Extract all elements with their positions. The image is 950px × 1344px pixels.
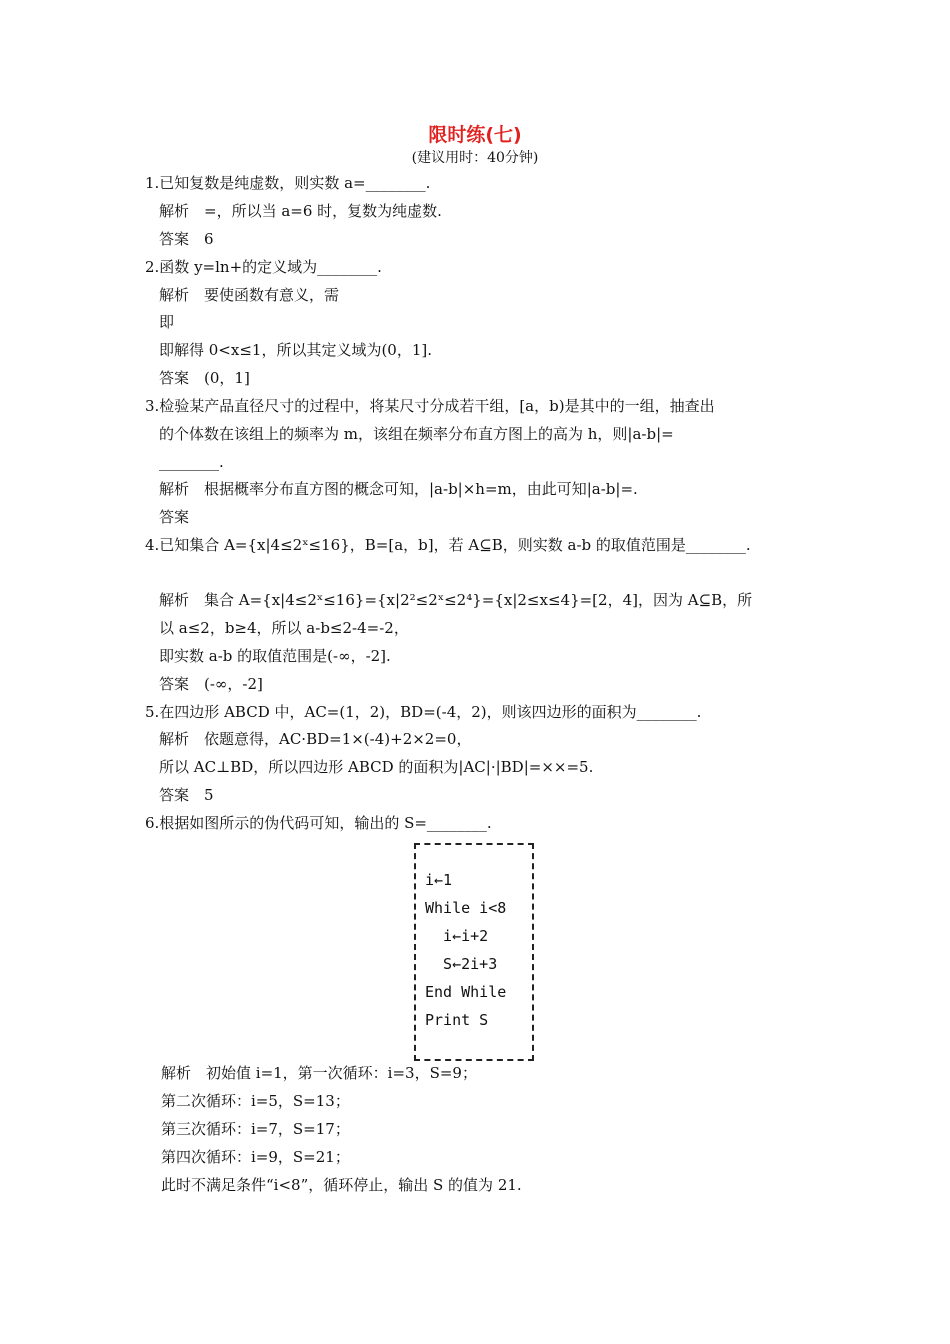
analysis-3: 解析 根据概率分布直方图的概念可知，|a-b|×h=m，由此可知|a-b|=. [159, 480, 638, 498]
code-line-3: i←i+2 [425, 927, 489, 945]
question-4: 4.已知集合 A={x|4≤2ˣ≤16}，B=[a，b]，若 A⊆B，则实数 a-b 的取值范围是________. [145, 536, 751, 554]
page-subtitle: (建议用时：40分钟) [411, 150, 539, 166]
page-title: 限时练(七) [428, 124, 522, 146]
analysis-4-line-3: 即实数 a-b 的取值范围是(-∞，-2]. [159, 647, 391, 665]
code-line-5: End While [425, 983, 507, 1001]
code-line-2: While i<8 [425, 899, 507, 917]
answer-3: 答案 [159, 508, 190, 526]
question-3: 3.检验某产品直径尺寸的过程中，将某尺寸分成若干组，[a，b)是其中的一组，抽查出 [145, 397, 715, 415]
analysis-2-line-3: 即解得 0<x≤1，所以其定义域为(0，1]. [159, 341, 433, 359]
question-6: 6.根据如图所示的伪代码可知，输出的 S=________. [145, 814, 492, 832]
question-1: 1.已知复数是纯虚数，则实数 a=________. [145, 174, 431, 192]
question-3-line-2: 的个体数在该组上的频率为 m，该组在频率分布直方图上的高为 h，则|a-b|= [159, 425, 674, 443]
answer-4: 答案 (-∞，-2] [159, 675, 263, 693]
analysis-4-line-2: 以 a≤2，b≥4，所以 a-b≤2-4=-2， [159, 619, 409, 637]
analysis-1: 解析 =，所以当 a=6 时，复数为纯虚数. [159, 202, 442, 220]
question-5: 5.在四边形 ABCD 中，AC=(1，2)，BD=(-4，2)，则该四边形的面积为________. [145, 703, 702, 721]
question-3-blank: ________. [159, 453, 224, 471]
analysis-6-line-3: 第三次循环：i=7，S=17； [161, 1120, 350, 1138]
code-line-4: S←2i+3 [425, 955, 498, 973]
analysis-2-line-2: 即 [159, 313, 175, 331]
analysis-6-line-2: 第二次循环：i=5，S=13； [161, 1092, 350, 1110]
analysis-6: 解析 初始值 i=1，第一次循环：i=3，S=9； [161, 1064, 477, 1082]
answer-2: 答案 (0，1] [159, 369, 250, 387]
analysis-5-line-2: 所以 AC⊥BD，所以四边形 ABCD 的面积为|AC|·|BD|=××=5. [159, 758, 594, 776]
analysis-6-line-5: 此时不满足条件“i<8”，循环停止，输出 S 的值为 21. [161, 1176, 522, 1194]
question-2: 2.函数 y=ln+的定义域为________. [145, 258, 382, 276]
answer-5: 答案 5 [159, 786, 214, 804]
analysis-6-line-4: 第四次循环：i=9，S=21； [161, 1148, 350, 1166]
analysis-2: 解析 要使函数有意义，需 [159, 286, 340, 304]
analysis-4: 解析 集合 A={x|4≤2ˣ≤16}={x|2²≤2ˣ≤2⁴}={x|2≤x≤4}=[2，4]，因为 A⊆B，所 [159, 591, 753, 609]
code-line-6: Print S [425, 1011, 489, 1029]
analysis-5: 解析 依题意得，AC·BD=1×(-4)+2×2=0， [159, 730, 472, 748]
answer-1: 答案 6 [159, 230, 214, 248]
code-line-1: i←1 [425, 871, 453, 889]
pseudocode-box [414, 843, 534, 1061]
